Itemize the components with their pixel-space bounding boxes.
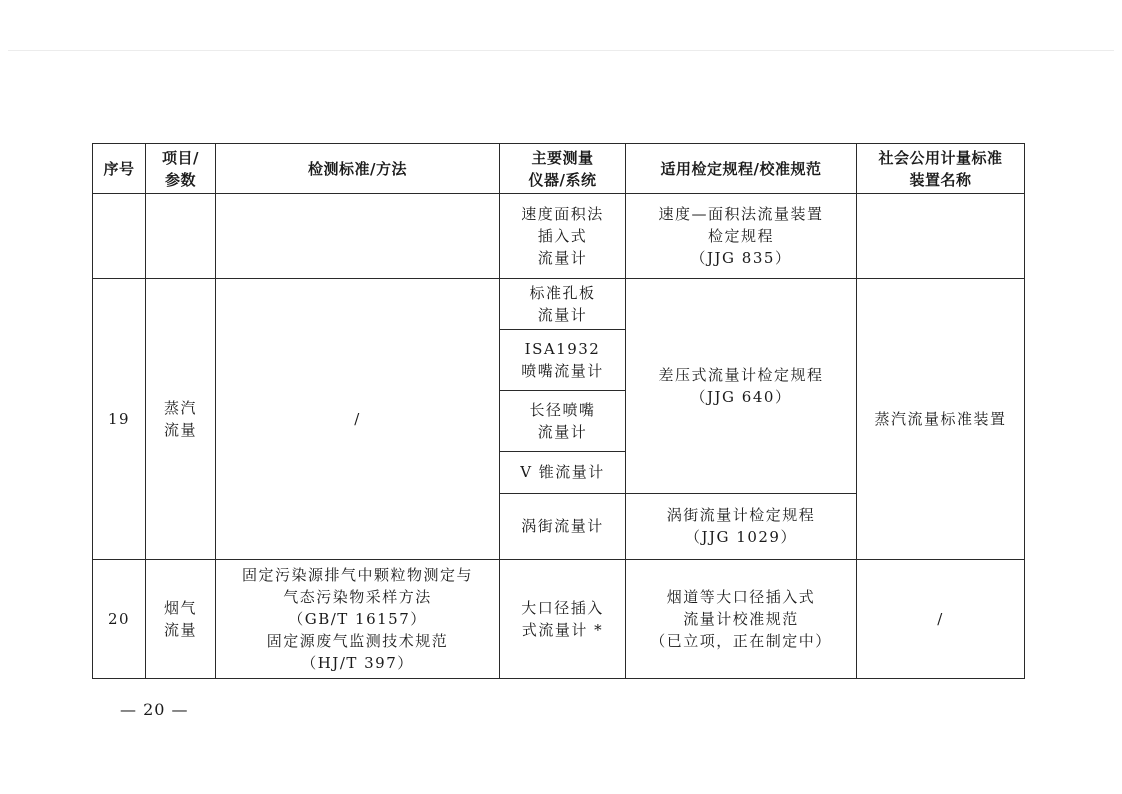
instrument-cell (500, 329, 626, 390)
header-device-line: 社会公用计量标准 (878, 148, 1003, 167)
instrument-line: V 锥流量计 (520, 463, 605, 482)
seq-cell: 20 (93, 559, 146, 678)
header-instrument (500, 144, 626, 194)
header-item-line: 参数 (164, 170, 196, 189)
instrument-cell (500, 278, 626, 329)
instrument-cell (500, 390, 626, 451)
regulation-line: （已立项，正在制定中） (650, 631, 832, 650)
header-item-line: 项目/ (162, 148, 199, 167)
header-row (93, 144, 1025, 194)
table-row (93, 278, 1025, 329)
regulation-line: 流量计校准规范 (683, 609, 799, 628)
item-cell-empty (146, 194, 216, 279)
instrument-line: 标准孔板 (529, 283, 596, 302)
standard-line: 气态污染物采样方法 (283, 587, 432, 606)
regulation-line: 检定规程 (707, 226, 774, 245)
instrument-line: ISA1932 (524, 339, 601, 358)
seq-cell: 19 (93, 278, 146, 559)
instrument-line: 流量计 (537, 248, 588, 267)
regulation-line: 烟道等大口径插入式 (666, 587, 816, 606)
item-line: 烟气 (163, 598, 197, 617)
instrument-line: 式流量计 * (521, 620, 604, 639)
item-cell (146, 559, 216, 678)
page-edge-line (8, 50, 1114, 51)
page-number: — 20 — (120, 700, 189, 719)
table-row (93, 194, 1025, 279)
regulation-line: 差压式流量计检定规程 (658, 365, 824, 384)
regulation-cell (626, 493, 857, 559)
instrument-cell (500, 559, 626, 678)
instrument-line: 大口径插入 (521, 598, 604, 617)
instrument-line: 插入式 (537, 226, 588, 245)
instrument-cell (500, 194, 626, 279)
standard-cell: / (216, 278, 500, 559)
header-item (146, 144, 216, 194)
instrument-cell (500, 493, 626, 559)
standard-line: 固定源废气监测技术规范 (266, 631, 449, 650)
header-instrument-line: 仪器/系统 (528, 170, 597, 189)
regulation-line: 涡街流量计检定规程 (666, 506, 816, 525)
instrument-line: 喷嘴流量计 (521, 361, 604, 380)
instrument-line: 涡街流量计 (521, 517, 604, 536)
device-cell: 蒸汽流量标准装置 (857, 278, 1025, 559)
header-seq: 序号 (93, 144, 146, 194)
standard-line: （GB/T 16157） (288, 609, 427, 628)
item-cell (146, 278, 216, 559)
regulation-line: （JJG 835） (690, 248, 792, 267)
instrument-line: 流量计 (537, 422, 588, 441)
regulation-cell (626, 278, 857, 493)
instrument-line: 长径喷嘴 (529, 400, 596, 419)
seq-cell-empty (93, 194, 146, 279)
table-row (93, 559, 1025, 678)
instrument-line: 流量计 (537, 305, 588, 324)
standards-table (92, 143, 1025, 679)
regulation-line: （JJG 640） (690, 387, 792, 406)
device-cell-empty (857, 194, 1025, 279)
standard-line: （HJ/T 397） (301, 653, 414, 672)
item-line: 流量 (163, 620, 197, 639)
header-regulation: 适用检定规程/校准规范 (626, 144, 857, 194)
header-standard: 检测标准/方法 (216, 144, 500, 194)
standard-line: 固定污染源排气中颗粒物测定与 (241, 565, 473, 584)
header-device (857, 144, 1025, 194)
regulation-line: （JJG 1029） (685, 528, 797, 547)
header-instrument-line: 主要测量 (531, 148, 594, 167)
item-line: 蒸汽 (163, 398, 197, 417)
header-device-line: 装置名称 (909, 170, 972, 189)
device-cell: / (857, 559, 1025, 678)
regulation-cell (626, 559, 857, 678)
instrument-line: 速度面积法 (521, 204, 604, 223)
item-line: 流量 (163, 420, 197, 439)
standard-cell (216, 559, 500, 678)
standard-cell-empty (216, 194, 500, 279)
instrument-cell (500, 451, 626, 493)
regulation-line: 速度—面积法流量装置 (658, 204, 824, 223)
regulation-cell (626, 194, 857, 279)
